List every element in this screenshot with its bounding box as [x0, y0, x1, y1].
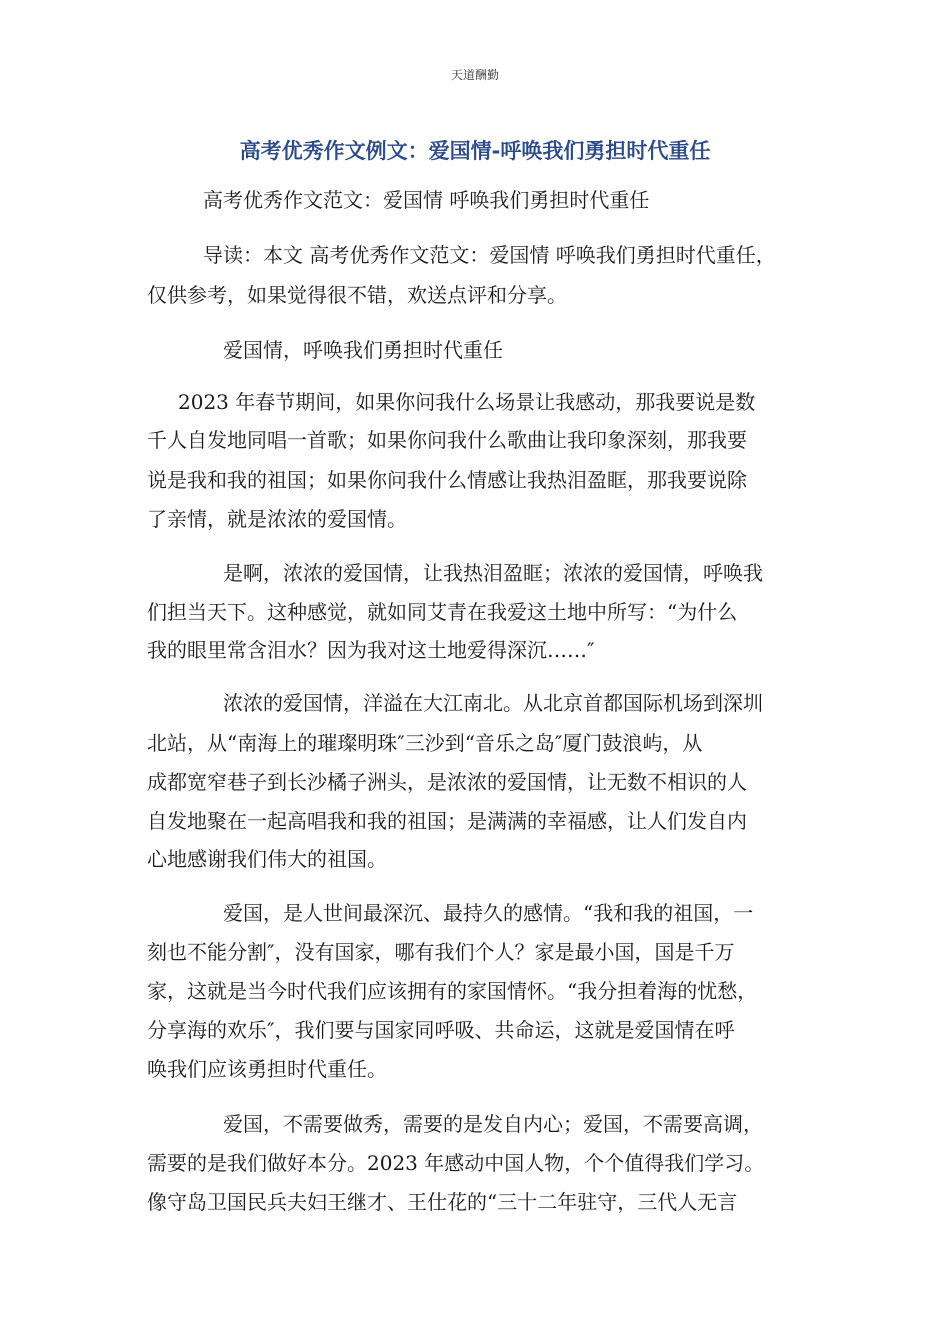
- paragraph-line: 我的眼里常含泪水？因为我对这土地爱得深沉……″: [147, 638, 595, 662]
- paragraph-line: 像守岛卫国民兵夫妇王继才、王仕花的“三十二年驻守，三代人无言: [147, 1190, 738, 1214]
- paragraph-line: 自发地聚在一起高唱我和我的祖国；是满满的幸福感，让人们发自内: [147, 809, 747, 833]
- paragraph-line: 唤我们应该勇担时代重任。: [147, 1057, 387, 1081]
- paragraph-line: 了亲情，就是浓浓的爱国情。: [147, 507, 407, 531]
- document-title: 高考优秀作文例文：爱国情-呼唤我们勇担时代重任: [239, 139, 711, 163]
- essay-heading: 爱国情，呼唤我们勇担时代重任: [223, 338, 503, 362]
- paragraph-line: 心地感谢我们伟大的祖国。: [147, 847, 387, 871]
- subtitle: 高考优秀作文范文：爱国情 呼唤我们勇担时代重任: [203, 188, 650, 212]
- paragraph-line: 刻也不能分割″，没有国家，哪有我们个人？家是最小国，国是千万: [147, 940, 735, 964]
- paragraph-line: 说是我和我的祖国；如果你问我什么情感让我热泪盈眶，那我要说除: [147, 468, 747, 492]
- paragraph-line: 北站，从“南海上的璀璨明珠″三沙到“音乐之岛″厦门鼓浪屿，从: [147, 731, 703, 755]
- paragraph-line: 成都宽窄巷子到长沙橘子洲头，是浓浓的爱国情，让无数不相识的人: [147, 770, 747, 794]
- paragraph-line: 2023 年春节期间，如果你问我什么场景让我感动，那我要说是数: [178, 390, 756, 414]
- running-head: 天道酬勤: [450, 68, 499, 82]
- paragraph-line: 分享海的欢乐″，我们要与国家同呼吸、共命运，这就是爱国情在呼: [147, 1018, 735, 1042]
- paragraph-line: 需要的是我们做好本分。2023 年感动中国人物，个个值得我们学习。: [147, 1151, 765, 1175]
- paragraph-line: 是啊，浓浓的爱国情，让我热泪盈眶；浓浓的爱国情，呼唤我: [223, 561, 763, 585]
- paragraph-line: 千人自发地同唱一首歌；如果你问我什么歌曲让我印象深刻，那我要: [147, 428, 747, 452]
- intro-line: 仅供参考，如果觉得很不错，欢送点评和分享。: [147, 283, 567, 307]
- paragraph-line: 浓浓的爱国情，洋溢在大江南北。从北京首都国际机场到深圳: [223, 691, 763, 715]
- intro-line: 导读：本文 高考优秀作文范文：爱国情 呼唤我们勇担时代重任，: [203, 243, 776, 267]
- paragraph-line: 爱国，不需要做秀，需要的是发自内心；爱国，不需要高调，: [223, 1112, 763, 1136]
- paragraph-line: 家，这就是当今时代我们应该拥有的家国情怀。“我分担着海的忧愁，: [147, 979, 758, 1003]
- paragraph-line: 们担当天下。这种感觉，就如同艾青在我爱这土地中所写：“为什么: [147, 600, 738, 624]
- paragraph-line: 爱国，是人世间最深沉、最持久的感情。“我和我的祖国，一: [223, 901, 754, 925]
